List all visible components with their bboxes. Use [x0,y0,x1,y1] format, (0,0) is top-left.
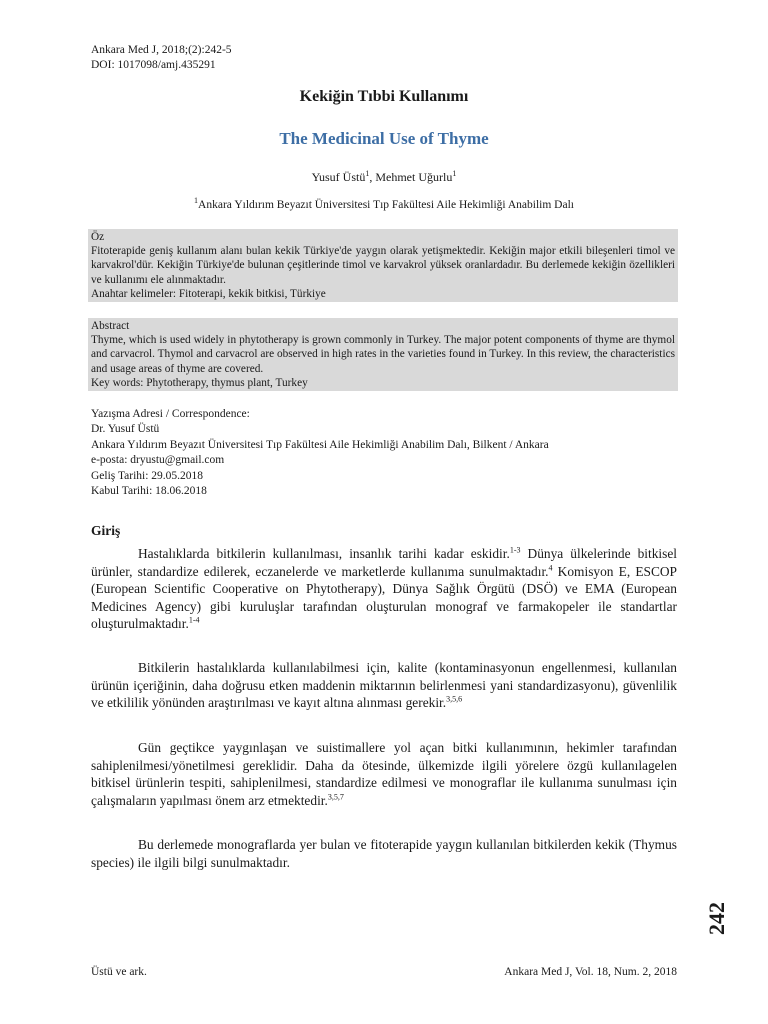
p1c-text: Komisyon E, ESCOP (European Scientific Cooperative on Phytotherapy), Dünya Sağlık Örgütü (DSÖ) ve EMA (European Medicines Agency) gibi kuruluşlar tarafından oluşturulan monograf ve farmakopeler ile standartlar oluşturulmaktadır. [91,563,677,632]
abstract-heading: Abstract [91,320,130,332]
title-turkish: Kekiğin Tıbbi Kullanımı [299,88,469,105]
p1b-text: Dünya ülkelerinde bitkisel ürünler, standardize edilerek, eczanelerde ve marketlerde kullanıma sunulmaktadır. [91,546,678,579]
oz-box [88,229,678,302]
p2-ref: 3,5,6 [446,694,463,704]
p4-text: Bu derlemede monograflarda yer bulan ve fitoterapide yaygın kullanılan bitkilerden kekik (Thymus species) ile ilgili bilgi sunulmaktadır. [91,837,677,870]
abstract-keywords: Key words: Phytotherapy, thymus plant, Turkey [91,376,308,389]
intro-paragraph-3 [91,739,677,809]
correspondence-label: Yazışma Adresi / Correspondence: [91,408,250,420]
correspondence-address: Ankara Yıldırım Beyazıt Üniversitesi Tıp Fakültesi Aile Hekimliği Anabilim Dalı, Bilkent / Ankara [91,438,549,451]
journal-reference: Ankara Med J, 2018;(2):242-5 [91,44,232,56]
p3-text: Gün geçtikce yaygınlaşan ve suistimallere yol açan bitki kullanımının, hekimler tarafından sahiplenilmesi/yönetilmesi gereklidir. Daha da ötesinde, ülkemizde ilgili yörelere özgü kullanılagelen bitkisel ürünlerin tespiti, sahiplenilmesi, standardize edilmesi ve monograflar ile kullanıma sunulması için çalışmaların yapılması önem arz etmektedir. [91,740,677,808]
doi: DOI: 1017098/amj.435291 [91,59,216,71]
oz-body: Fitoterapide geniş kullanım alanı bulan kekik Türkiye'de yaygın olarak yetişmektedir. Kekiğin major etkili bileşenleri timol ve karvakrol'dür. Kekiğin Türkiye'de bulunan çeşitlerinde timol ve karvakrol yüksek oranlardadır. Bu derlemede kekiğin özellikleri ve kullanımı ele alınmaktadır. [91,245,675,286]
author-2: Mehmet Uğurlu [375,170,453,184]
affiliation [0,196,768,211]
correspondence-name: Dr. Yusuf Üstü [91,423,160,436]
author-separator: , [369,170,376,184]
footer-authors: Üstü ve ark. [91,966,147,978]
title-english: The Medicinal Use of Thyme [279,129,489,148]
p3-ref: 3,5,7 [327,792,344,802]
author-1-affil-sup: 1 [365,169,370,178]
intro-paragraph-2 [91,659,677,712]
p1-ref: 1-3 [509,545,521,555]
correspondence-email[interactable]: e-posta: dryustu@gmail.com [91,454,225,467]
intro-paragraph-4 [91,836,677,871]
p1b-ref: 4 [548,563,553,573]
page-number: 242 [704,902,729,935]
abstract-box [88,318,678,391]
received-date: Geliş Tarihi: 29.05.2018 [91,469,204,482]
oz-heading: Öz [91,231,105,243]
oz-keywords: Anahtar kelimeler: Fitoterapi, kekik bitkisi, Türkiye [91,287,326,300]
correspondence [91,407,549,499]
author-2-affil-sup: 1 [452,169,457,178]
authors [0,170,768,185]
intro-paragraph-1 [91,545,677,633]
affiliation-text: Ankara Yıldırım Beyazıt Üniversitesi Tıp Fakültesi Aile Hekimliği Anabilim Dalı [198,199,574,211]
p1c-ref: 1-4 [188,615,200,625]
p1-text: Hastalıklarda bitkilerin kullanılması, insanlık tarihi kadar eskidir. [138,546,510,561]
section-heading-giris: Giriş [91,523,121,538]
affiliation-sup: 1 [194,196,199,206]
p2-text: Bitkilerin hastalıklarda kullanılabilmesi için, kalite (kontaminasyonun engellenmesi, kullanılan ürünün içeriğinin, daha doğrusu etken maddenin miktarının belirlenmesi yani standardizasyonu), güvenlilik ve etkililik yönünden araştırılması ve kayıt altına alınması gerekir. [91,660,677,711]
author-1: Yusuf Üstü [311,170,366,184]
footer-journal: Ankara Med J, Vol. 18, Num. 2, 2018 [504,966,677,978]
abstract-body: Thyme, which is used widely in phytotherapy is grown commonly in Turkey. The major potent components of thyme are thymol and carvacrol. Thymol and carvacrol are observed in high rates in the varieties found in Turkey. In this review, the characteristics and usage areas of thyme are covered. [91,334,675,375]
accepted-date: Kabul Tarihi: 18.06.2018 [91,485,207,498]
